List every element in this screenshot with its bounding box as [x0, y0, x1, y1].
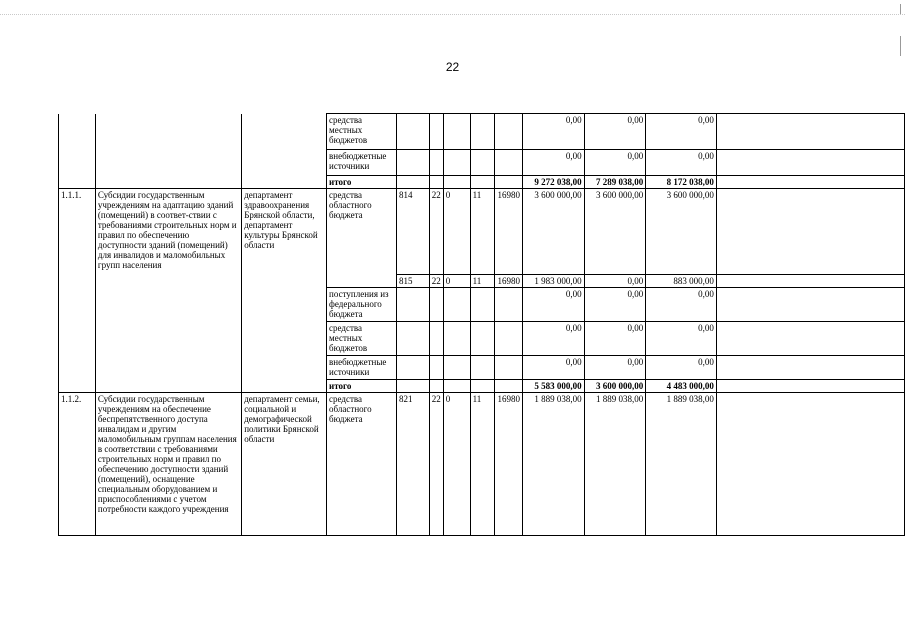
amount-cell: 0,00 [522, 288, 584, 322]
budget-code-cell [470, 114, 495, 150]
budget-code-cell [495, 288, 523, 322]
amount-cell: 0,00 [522, 322, 584, 356]
amount-cell: 9 272 038,00 [522, 176, 584, 189]
budget-code-cell [443, 356, 470, 380]
measure-name-cell [95, 114, 241, 189]
empty-cell [716, 356, 904, 380]
budget-code-cell [396, 356, 429, 380]
measure-name-cell: Субсидии государственным учреждениям на адаптацию зданий (помещений) в соответ-ствии с требованиями строительных норм и правил по обеспечению доступности зданий (помещений) для инвалидов и маломобильных групп населения [95, 189, 241, 393]
scan-artifact-line [0, 14, 905, 19]
budget-code-cell [429, 114, 443, 150]
budget-code-cell [396, 288, 429, 322]
budget-code-cell [470, 176, 495, 189]
amount-cell: 3 600 000,00 [522, 189, 584, 275]
amount-cell: 0,00 [584, 288, 646, 322]
empty-cell [716, 288, 904, 322]
budget-code-cell [470, 322, 495, 356]
budget-code-cell: 22 [429, 275, 443, 288]
item-number-cell: 1.1.2. [59, 393, 96, 536]
amount-cell: 1 889 038,00 [646, 393, 717, 536]
table-row [59, 114, 905, 150]
budget-code-cell [396, 114, 429, 150]
budget-code-cell [396, 150, 429, 176]
budget-code-cell [429, 322, 443, 356]
funding-source-cell: средства местных бюджетов [327, 114, 397, 150]
budget-code-cell [429, 288, 443, 322]
table-row [59, 393, 905, 536]
executor-cell: департамент семьи, социальной и демографической политики Брянской области [242, 393, 327, 536]
amount-cell: 3 600 000,00 [646, 189, 717, 275]
budget-code-cell: 0 [443, 275, 470, 288]
budget-code-cell: 16980 [495, 393, 523, 536]
budget-code-cell [443, 114, 470, 150]
empty-cell [716, 393, 904, 536]
funding-source-cell: внебюджетные источники [327, 356, 397, 380]
amount-cell: 8 172 038,00 [646, 176, 717, 189]
empty-cell [716, 380, 904, 393]
budget-code-cell [429, 380, 443, 393]
amount-cell: 883 000,00 [646, 275, 717, 288]
budget-code-cell: 11 [470, 189, 495, 275]
amount-cell: 0,00 [522, 356, 584, 380]
amount-cell: 4 483 000,00 [646, 380, 717, 393]
amount-cell: 3 600 000,00 [584, 189, 646, 275]
budget-code-cell [470, 150, 495, 176]
amount-cell: 0,00 [646, 322, 717, 356]
budget-code-cell: 0 [443, 393, 470, 536]
empty-cell [716, 114, 904, 150]
budget-code-cell [495, 150, 523, 176]
funding-source-cell: средства областного бюджета [327, 189, 397, 288]
budget-code-cell [443, 322, 470, 356]
funding-source-cell: итого [327, 380, 397, 393]
budget-code-cell [495, 114, 523, 150]
budget-code-cell [470, 356, 495, 380]
budget-code-cell [470, 288, 495, 322]
amount-cell: 1 889 038,00 [584, 393, 646, 536]
amount-cell: 0,00 [584, 114, 646, 150]
executor-cell [242, 114, 327, 189]
budget-code-cell [429, 150, 443, 176]
empty-cell [716, 322, 904, 356]
budget-code-cell: 16980 [495, 275, 523, 288]
amount-cell: 3 600 000,00 [584, 380, 646, 393]
budget-code-cell [443, 380, 470, 393]
amount-cell: 0,00 [646, 288, 717, 322]
budget-table [58, 113, 905, 536]
budget-code-cell: 0 [443, 189, 470, 275]
item-number-cell [59, 114, 96, 189]
budget-code-cell [429, 356, 443, 380]
amount-cell: 0,00 [584, 356, 646, 380]
empty-cell [716, 275, 904, 288]
amount-cell: 0,00 [646, 114, 717, 150]
funding-source-cell: средства областного бюджета [327, 393, 397, 536]
budget-code-cell: 22 [429, 393, 443, 536]
empty-cell [716, 189, 904, 275]
funding-source-cell: итого [327, 176, 397, 189]
budget-code-cell: 814 [396, 189, 429, 275]
budget-code-cell: 815 [396, 275, 429, 288]
budget-code-cell [396, 176, 429, 189]
budget-code-cell: 16980 [495, 189, 523, 275]
budget-code-cell [443, 288, 470, 322]
budget-code-cell: 22 [429, 189, 443, 275]
table-row [59, 189, 905, 275]
amount-cell: 1 889 038,00 [522, 393, 584, 536]
amount-cell: 0,00 [584, 150, 646, 176]
budget-code-cell [429, 176, 443, 189]
page-number: 22 [445, 60, 460, 74]
amount-cell: 5 583 000,00 [522, 380, 584, 393]
amount-cell: 0,00 [584, 322, 646, 356]
budget-code-cell [443, 176, 470, 189]
scan-edge-mark [900, 36, 901, 56]
measure-name-cell: Субсидии государственным учреждениям на обеспечение беспрепятственного доступа инвалидам и другим маломобильным группам населения в соответствии с требованиями строительных норм и правил по обеспечению доступности зданий (помещений), оснащение специальным оборудованием и приспособлениями с учетом потребности каждого учреждения [95, 393, 241, 536]
empty-cell [716, 176, 904, 189]
amount-cell: 0,00 [522, 150, 584, 176]
scan-edge-mark [900, 4, 901, 14]
budget-code-cell [470, 380, 495, 393]
amount-cell: 0,00 [646, 356, 717, 380]
funding-source-cell: поступления из федерального бюджета [327, 288, 397, 322]
amount-cell: 0,00 [522, 114, 584, 150]
budget-code-cell [396, 380, 429, 393]
budget-code-cell [443, 150, 470, 176]
budget-code-cell: 821 [396, 393, 429, 536]
amount-cell: 0,00 [584, 275, 646, 288]
executor-cell: департамент здравоохранения Брянской области, департамент культуры Брянской области [242, 189, 327, 393]
amount-cell: 1 983 000,00 [522, 275, 584, 288]
budget-code-cell [495, 380, 523, 393]
budget-code-cell [495, 356, 523, 380]
budget-code-cell [495, 322, 523, 356]
funding-source-cell: внебюджетные источники [327, 150, 397, 176]
budget-code-cell [396, 322, 429, 356]
budget-code-cell: 11 [470, 275, 495, 288]
amount-cell: 7 289 038,00 [584, 176, 646, 189]
empty-cell [716, 150, 904, 176]
budget-code-cell [495, 176, 523, 189]
item-number-cell: 1.1.1. [59, 189, 96, 393]
amount-cell: 0,00 [646, 150, 717, 176]
funding-source-cell: средства местных бюджетов [327, 322, 397, 356]
budget-code-cell: 11 [470, 393, 495, 536]
